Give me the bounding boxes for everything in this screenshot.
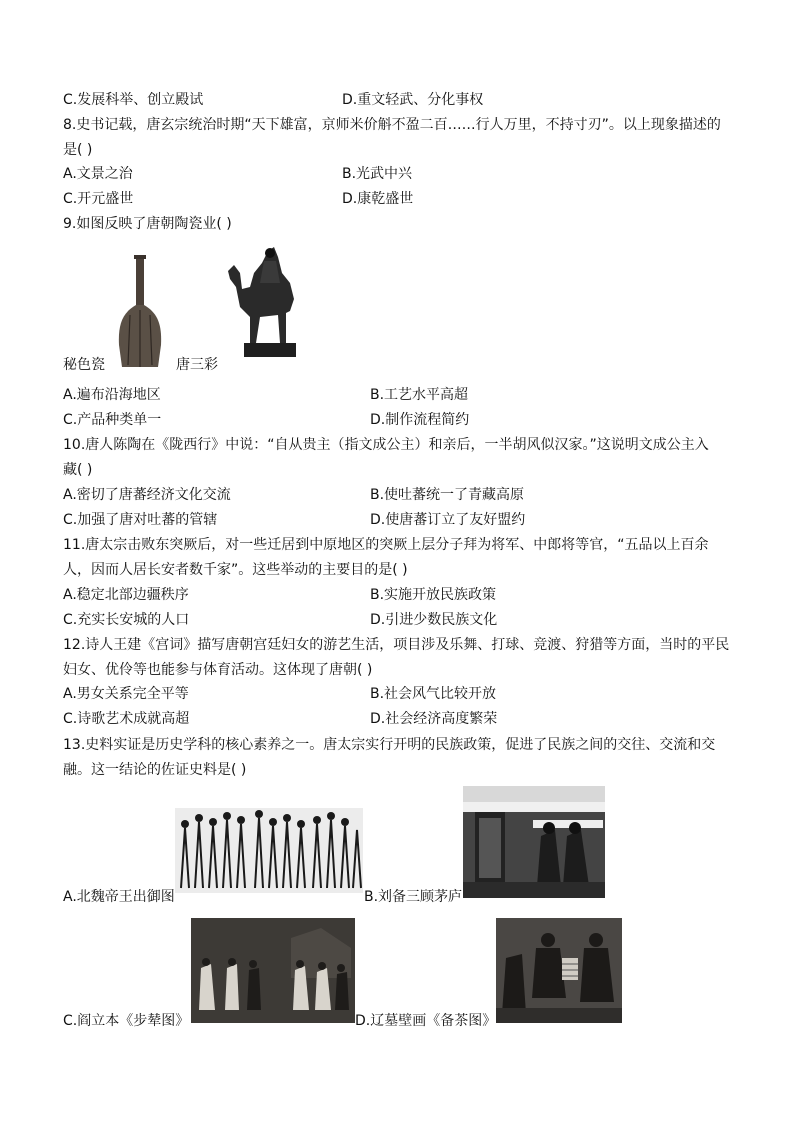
q9-image-label-sancai: 唐三彩 [176, 357, 218, 373]
q8-stem-line2: 是( ) [63, 142, 93, 158]
q9-option-c: C.产品种类单一 [63, 412, 162, 428]
q11-stem-line2: 人，因而人居长安者数千家”。这些举动的主要目的是( ) [63, 562, 408, 578]
q8-option-c: C.开元盛世 [63, 191, 134, 207]
q10-option-d: D.使唐蕃订立了友好盟约 [370, 512, 526, 528]
q12-stem-line1: 12.诗人王建《宫词》描写唐朝宫廷妇女的游艺生活，项目涉及乐舞、打球、竞渡、狩猎等方面，当时的平民 [63, 637, 730, 653]
q9-option-d: D.制作流程简约 [370, 412, 470, 428]
q10-stem-line2: 藏( ) [63, 462, 93, 478]
q13-option-b: B.刘备三顾茅庐 [364, 889, 463, 905]
q8-option-b: B.光武中兴 [342, 166, 413, 182]
q11-option-d: D.引进少数民族文化 [370, 612, 498, 628]
q12-option-b: B.社会风气比较开放 [370, 686, 497, 702]
q13-stem-line2: 融。这一结论的佐证史料是( ) [63, 762, 247, 778]
q11-stem-line1: 11.唐太宗击败东突厥后，对一些迁居到中原地区的突厥上层分子拜为将军、中郎将等官，“五品以上百余 [63, 537, 709, 553]
q9-image-label-celadon: 秘色瓷 [63, 357, 105, 373]
q8-option-d: D.康乾盛世 [342, 191, 414, 207]
liu-bei-cottage-image [463, 786, 605, 898]
northern-wei-procession-image [175, 808, 363, 893]
q7-option-c: C.发展科举、创立殿试 [63, 92, 204, 108]
q10-stem-line1: 10.唐人陈陶在《陇西行》中说：“自从贵主（指文成公主）和亲后，一半胡风似汉家。”这说明文成公主入 [63, 437, 709, 453]
q11-option-c: C.充实长安城的人口 [63, 612, 190, 628]
q12-option-d: D.社会经济高度繁荣 [370, 711, 498, 727]
q8-option-a: A.文景之治 [63, 166, 133, 182]
q10-option-c: C.加强了唐对吐蕃的管辖 [63, 512, 218, 528]
q7-option-d: D.重文轻武、分化事权 [342, 92, 484, 108]
q13-option-c: C.阎立本《步辇图》 [63, 1013, 190, 1029]
q11-option-a: A.稳定北部边疆秩序 [63, 587, 189, 603]
q12-option-a: A.男女关系完全平等 [63, 686, 189, 702]
q13-stem-line1: 13.史料实证是历史学科的核心素养之一。唐太宗实行开明的民族政策，促进了民族之间的交往、交流和交 [63, 737, 716, 753]
q12-option-c: C.诗歌艺术成就高超 [63, 711, 190, 727]
q12-stem-line2: 妇女、优伶等也能参与体育活动。这体现了唐朝( ) [63, 662, 373, 678]
preparing-tea-mural-image [496, 918, 622, 1023]
q10-option-b: B.使吐蕃统一了青藏高原 [370, 487, 525, 503]
q9-option-b: B.工艺水平高超 [370, 387, 469, 403]
bunian-tu-painting-image [191, 918, 355, 1023]
q10-option-a: A.密切了唐蕃经济文化交流 [63, 487, 231, 503]
q9-option-a: A.遍布沿海地区 [63, 387, 161, 403]
celadon-vase-image [112, 255, 168, 372]
q13-option-d: D.辽墓壁画《备茶图》 [355, 1013, 497, 1029]
q13-option-a: A.北魏帝王出御图 [63, 889, 175, 905]
q11-option-b: B.实施开放民族政策 [370, 587, 497, 603]
q9-stem: 9.如图反映了唐朝陶瓷业( ) [63, 216, 232, 232]
q8-stem-line1: 8.史书记载，唐玄宗统治时期“天下雄富，京师米价斛不盈二百……行人万里，不持寸刃”。以上现象描述的 [63, 117, 721, 133]
tang-sancai-camel-image [220, 243, 300, 360]
